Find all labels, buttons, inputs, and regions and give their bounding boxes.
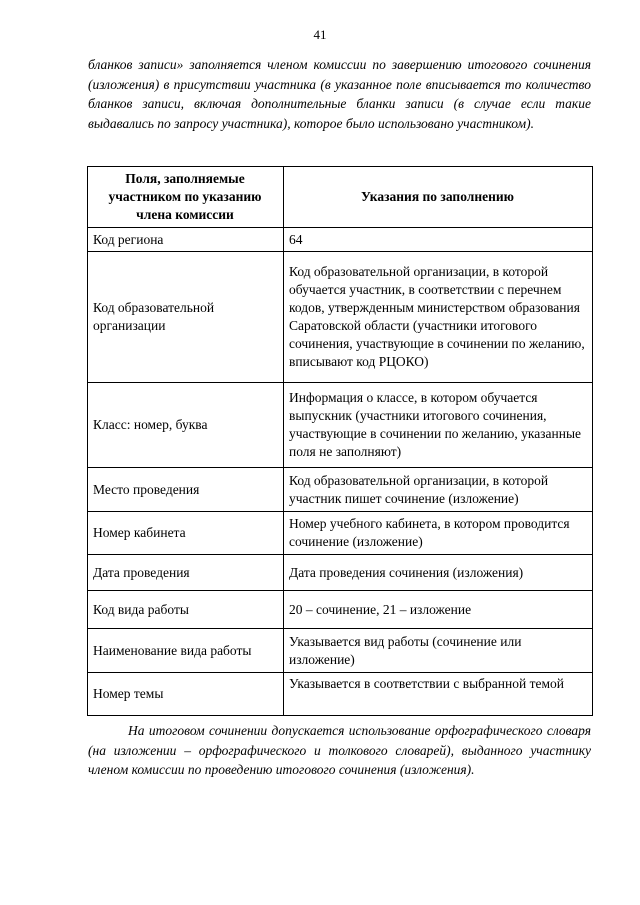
table-row [88,383,593,468]
instruction-cell: Код образовательной организации, в которой участник пишет сочинение (изложение) [284,468,593,512]
table-row [88,591,593,629]
table-header-row [88,167,593,228]
table-row [88,555,593,591]
instruction-cell: Информация о классе, в котором обучается выпускник (участники итогового сочинения, участвующие в сочинении по желанию, указанные поля не заполняют) [284,383,593,468]
table-row [88,629,593,673]
intro-paragraph: бланков записи» заполняется членом комиссии по завершению итогового сочинения (изложения) в присутствии участника (в указанное поле вписывается то количество бланков записи, включая дополнительные бланки записи (в случае если такие выдавались по запросу участника), которое было использовано участником). [88,57,591,131]
header-instructions: Указания по заполнению [284,167,593,228]
field-cell: Класс: номер, буква [88,383,284,468]
instruction-cell: 20 – сочинение, 21 – изложение [284,591,593,629]
page-number: 41 [313,27,327,42]
instruction-cell: Дата проведения сочинения (изложения) [284,555,593,591]
instruction-cell: Номер учебного кабинета, в котором проводится сочинение (изложение) [284,512,593,555]
instruction-cell: Указывается в соответствии с выбранной темой [284,673,593,716]
field-cell: Наименование вида работы [88,629,284,673]
table-row [88,252,593,383]
table-row [88,228,593,252]
field-cell: Номер кабинета [88,512,284,555]
field-cell: Код региона [88,228,284,252]
instruction-cell: 64 [284,228,593,252]
field-cell: Место проведения [88,468,284,512]
field-cell: Номер темы [88,673,284,716]
fields-table [87,166,593,716]
table-row [88,468,593,512]
header-fields: Поля, заполняемые участником по указанию члена комиссии [88,167,284,228]
table-row [88,512,593,555]
field-cell: Дата проведения [88,555,284,591]
field-cell: Код образовательной организации [88,252,284,383]
field-cell: Код вида работы [88,591,284,629]
closing-paragraph: На итоговом сочинении допускается использование орфографического словаря (на изложении – орфографического и толкового словарей), выданного участнику членом комиссии по проведению итогового сочинения (изложения). [88,723,591,777]
instruction-cell: Указывается вид работы (сочинение или изложение) [284,629,593,673]
instruction-cell: Код образовательной организации, в которой обучается участник, в соответствии с перечнем кодов, утвержденным министерством образования Саратовской области (участники итогового сочинения, участвующие в сочинении по желанию, вписывают код РЦОКО) [284,252,593,383]
table-row [88,673,593,716]
